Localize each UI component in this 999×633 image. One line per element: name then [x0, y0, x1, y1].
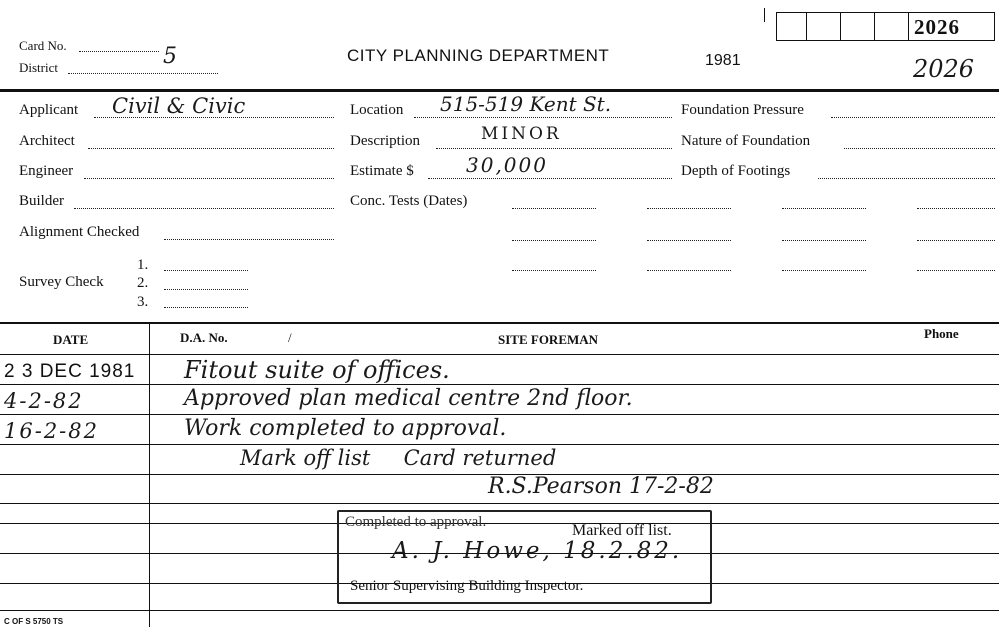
architect-line: [88, 148, 334, 149]
conc-line: [512, 208, 596, 209]
estimate-label: Estimate $: [350, 163, 414, 179]
survey-item-2: 2.: [137, 275, 149, 291]
depth-footings-label: Depth of Footings: [681, 163, 791, 179]
number-box-cell: [994, 12, 995, 40]
estimate-value: 30,000: [466, 153, 548, 177]
log-date: 2 3 DEC 1981: [4, 361, 136, 382]
applicant-label: Applicant: [19, 102, 79, 118]
location-value: 515-519 Kent St.: [440, 92, 612, 116]
number-box-cell: [908, 12, 909, 40]
builder-label: Builder: [19, 193, 64, 209]
number-box-cell: [840, 12, 841, 40]
da-no-slash: /: [288, 330, 292, 345]
foundation-pressure-line: [831, 117, 995, 118]
log-entry: Work completed to approval.: [184, 416, 507, 441]
card-number-handwritten: 2026: [913, 55, 975, 83]
number-box-bottom: [776, 40, 995, 41]
log-rule: [0, 414, 999, 415]
da-no-header: D.A. No.: [180, 330, 228, 345]
alignment-line: [164, 239, 334, 240]
number-box-cell: [806, 12, 807, 40]
district-value: 5: [163, 44, 177, 69]
stamp-marked-text: Marked off list.: [572, 522, 672, 539]
phone-header: Phone: [924, 326, 959, 341]
card-no-line: [79, 51, 159, 52]
tick-mark: [764, 8, 765, 22]
stamp-inspector-text: Senior Supervising Building Inspector.: [350, 578, 584, 594]
foundation-pressure-label: Foundation Pressure: [681, 102, 804, 118]
conc-line: [647, 240, 731, 241]
page-title: CITY PLANNING DEPARTMENT: [347, 46, 610, 65]
depth-footings-line: [818, 178, 995, 179]
form-code: C OF S 5750 TS: [4, 617, 64, 626]
log-rule: [0, 354, 999, 355]
conc-line: [917, 208, 995, 209]
number-box-cell: [776, 12, 777, 40]
log-rule: [0, 503, 999, 504]
nature-foundation-line: [844, 148, 995, 149]
log-entry: Approved plan medical centre 2nd floor.: [184, 386, 633, 411]
log-date: 16-2-82: [4, 419, 99, 443]
engineer-label: Engineer: [19, 163, 74, 179]
applicant-value: Civil & Civic: [112, 94, 246, 118]
log-entry: Mark off list Card returned: [240, 446, 557, 470]
survey-line-1: [164, 270, 248, 271]
year: 1981: [705, 52, 741, 69]
survey-item-1: 1.: [137, 257, 149, 273]
conc-line: [647, 208, 731, 209]
log-rule: [0, 384, 999, 385]
log-rule: [0, 444, 999, 445]
stamp-signature: A. J. Howe, 18.2.82.: [392, 538, 683, 564]
conc-line: [512, 240, 596, 241]
survey-line-3: [164, 307, 248, 308]
conc-line: [647, 270, 731, 271]
number-box-cell: [874, 12, 875, 40]
description-label: Description: [350, 133, 420, 149]
conc-line: [917, 240, 995, 241]
description-line: [436, 148, 672, 149]
survey-check-label: Survey Check: [19, 274, 104, 290]
engineer-line: [84, 178, 334, 179]
log-date: 4-2-82: [4, 389, 84, 413]
date-header: DATE: [53, 332, 89, 347]
conc-line: [512, 270, 596, 271]
alignment-label: Alignment Checked: [19, 224, 140, 240]
stamp-completed-text: Completed to approval.: [345, 514, 487, 530]
conc-line: [782, 208, 866, 209]
conc-line: [917, 270, 995, 271]
card-number-boxed: 2026: [914, 15, 960, 39]
site-foreman-header: SITE FOREMAN: [498, 332, 599, 347]
log-rule: [0, 610, 999, 611]
log-entry: Fitout suite of offices.: [184, 356, 450, 384]
log-entry: R.S.Pearson 17-2-82: [488, 474, 714, 499]
location-line: [414, 117, 672, 118]
nature-foundation-label: Nature of Foundation: [681, 133, 811, 149]
location-label: Location: [350, 102, 404, 118]
builder-line: [74, 208, 334, 209]
conc-line: [782, 240, 866, 241]
number-box-top: [776, 12, 995, 13]
district-label: District: [19, 60, 58, 75]
estimate-line: [428, 178, 672, 179]
architect-label: Architect: [19, 133, 75, 149]
description-value: MINOR: [481, 124, 562, 144]
conc-tests-label: Conc. Tests (Dates): [350, 193, 468, 209]
survey-line-2: [164, 289, 248, 290]
conc-line: [782, 270, 866, 271]
card-no-label: Card No.: [19, 38, 67, 53]
survey-item-3: 3.: [137, 294, 149, 310]
district-line: [68, 73, 218, 74]
date-column-divider: [149, 324, 150, 627]
